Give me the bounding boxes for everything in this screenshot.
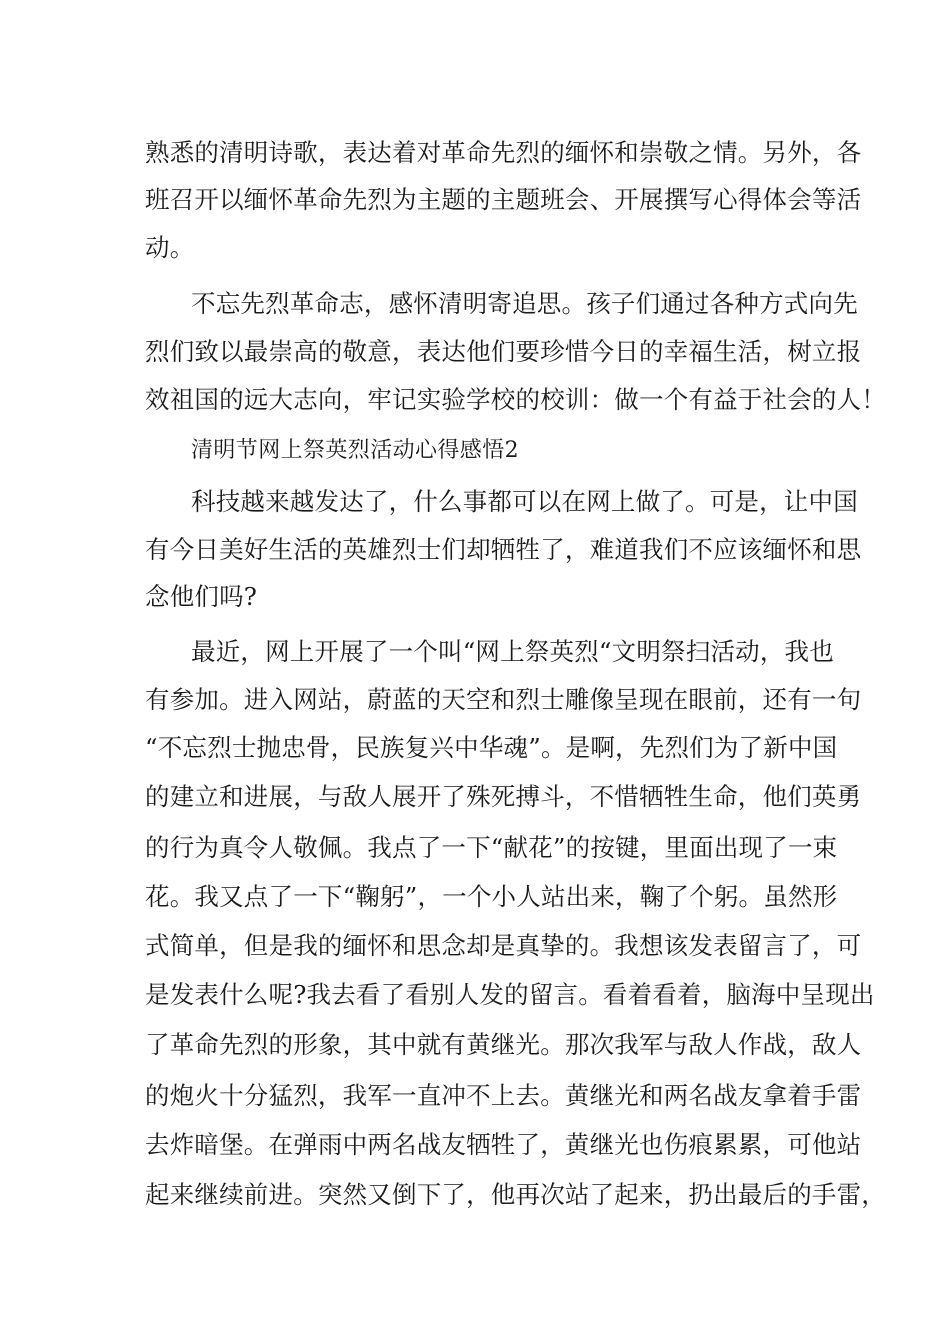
- text-line: 的行为真令人敬佩。我点了一下“献花”的按键，里面出现了一束: [145, 833, 838, 862]
- text-line: 熟悉的清明诗歌，表达着对革命先烈的缅怀和崇敬之情。另外，各: [145, 138, 862, 167]
- text-line: 有参加。进入网站，蔚蓝的天空和烈士雕像呈现在眼前，还有一句: [145, 685, 862, 714]
- text-line: 起来继续前进。突然又倒下了，他再次站了起来，扔出最后的手雷，: [145, 1180, 886, 1209]
- text-line: 花。我又点了一下“鞠躬”，一个小人站出来，鞠了个躬。虽然形: [145, 882, 838, 911]
- text-line: 的炮火十分猛烈，我军一直冲不上去。黄继光和两名战友拿着手雷: [145, 1081, 862, 1110]
- text-line: 动。: [145, 233, 195, 262]
- text-line: 式简单，但是我的缅怀和思念却是真挚的。我想该发表留言了，可: [145, 931, 862, 960]
- text-line: 效祖国的远大志向，牢记实验学校的校训：做一个有益于社会的人！: [145, 385, 886, 414]
- text-line: 最近，网上开展了一个叫“网上祭英烈“文明祭扫活动，我也: [191, 637, 834, 666]
- text-line: 念他们吗?: [145, 582, 258, 611]
- section-heading: 清明节网上祭英烈活动心得感悟2: [191, 438, 519, 463]
- text-line: “不忘烈士抛忠骨，民族复兴中华魂”。是啊，先烈们为了新中国: [145, 733, 838, 762]
- text-line: 去炸暗堡。在弹雨中两名战友牺牲了，黄继光也伤痕累累，可他站: [145, 1130, 862, 1159]
- text-line: 班召开以缅怀革命先烈为主题的主题班会、开展撰写心得体会等活: [145, 185, 862, 214]
- text-line: 有今日美好生活的英雄烈士们却牺牲了，难道我们不应该缅怀和思: [145, 535, 862, 564]
- text-line: 的建立和进展，与敌人展开了殊死搏斗，不惜牺牲生命，他们英勇: [145, 782, 862, 811]
- text-line: 烈们致以最崇高的敬意，表达他们要珍惜今日的幸福生活，树立报: [145, 337, 862, 366]
- text-line: 是发表什么呢?我去看了看别人发的留言。看着看着，脑海中呈现出: [145, 980, 875, 1009]
- text-line: 不忘先烈革命志，感怀清明寄追思。孩子们通过各种方式向先: [191, 289, 858, 318]
- text-line: 了革命先烈的形象，其中就有黄继光。那次我军与敌人作战，敌人: [145, 1030, 862, 1059]
- text-line: 科技越来越发达了，什么事都可以在网上做了。可是，让中国: [191, 487, 858, 516]
